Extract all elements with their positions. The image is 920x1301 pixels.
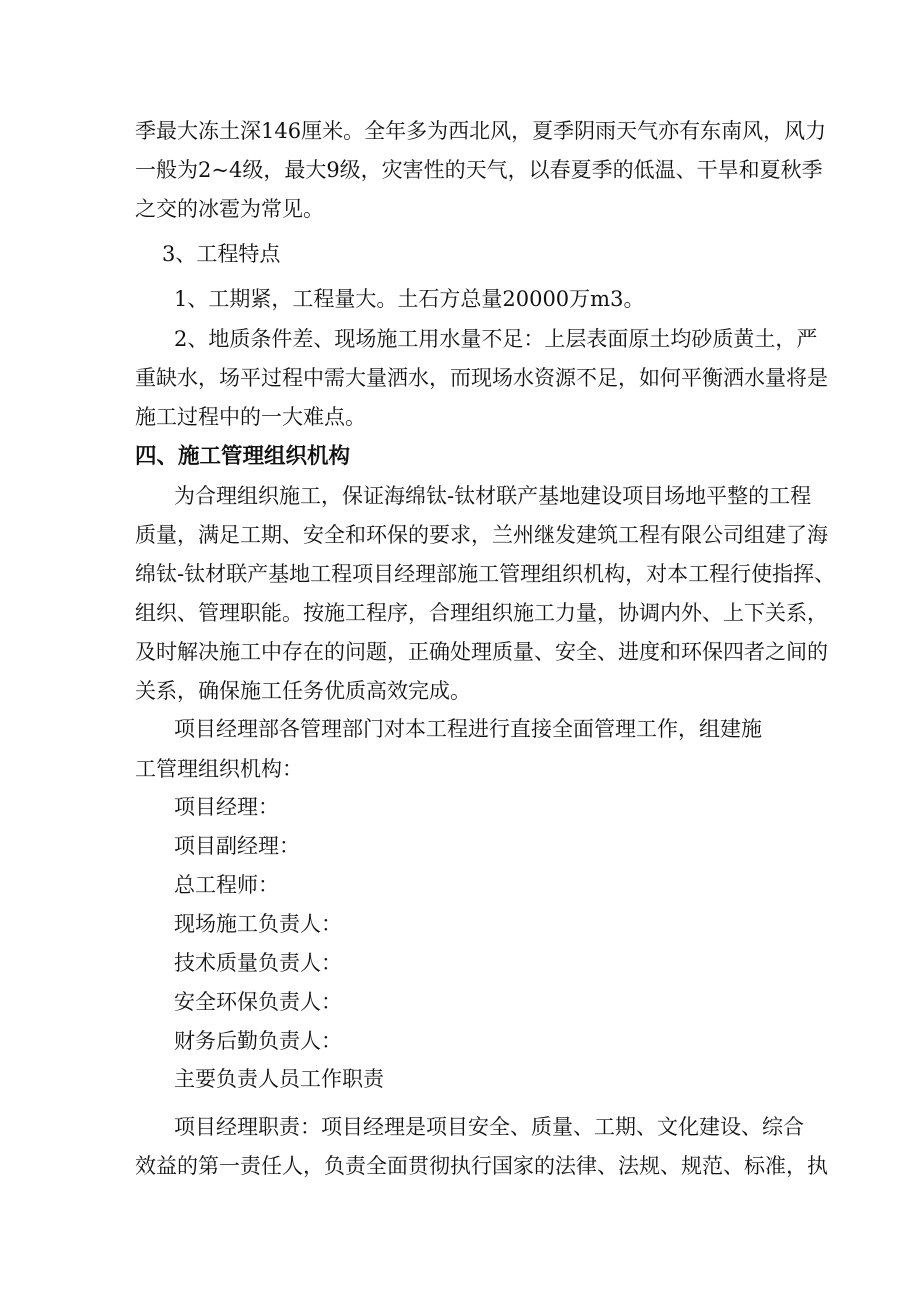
role-safety-env: 安全环保负责人： — [174, 990, 342, 1014]
dept-line-2: 工管理组织机构： — [135, 757, 303, 781]
role-finance-logistics: 财务后勤负责人： — [174, 1029, 342, 1053]
role-tech-quality: 技术质量负责人： — [174, 951, 342, 975]
org-line-4: 组织、管理职能。按施工程序，合理组织施工力量，协调内外、上下关系， — [135, 601, 828, 625]
section3-heading: 3、工程特点 — [162, 242, 281, 266]
feature-1: 1、工期紧，工程量大。土石方总量20000万m3。 — [174, 287, 645, 311]
org-line-5: 及时解决施工中存在的问题，正确处理质量、安全、进度和环保四者之间的 — [135, 640, 828, 664]
org-line-2: 质量，满足工期、安全和环保的要求，兰州继发建筑工程有限公司组建了海 — [135, 523, 828, 547]
dept-line-1: 项目经理部各管理部门对本工程进行直接全面管理工作，组建施 — [174, 717, 762, 741]
feature-2-line-2: 重缺水，场平过程中需大量洒水，而现场水资源不足，如何平衡洒水量将是 — [135, 366, 828, 390]
role-chief-engineer: 总工程师： — [174, 873, 279, 897]
feature-2-line-3: 施工过程中的一大难点。 — [135, 405, 366, 429]
pm-duty-line-2: 效益的第一责任人，负责全面贯彻执行国家的法律、法规、规范、标准，执 — [135, 1154, 828, 1178]
duties-heading: 主要负责人员工作职责 — [174, 1067, 384, 1091]
section4-heading: 四、施工管理组织机构 — [135, 444, 351, 469]
role-deputy-manager: 项目副经理： — [174, 834, 300, 858]
role-project-manager: 项目经理： — [174, 795, 279, 819]
org-line-1: 为合理组织施工，保证海绵钛-钛材联产基地建设项目场地平整的工程 — [174, 484, 812, 508]
climate-line-1: 季最大冻土深146厘米。全年多为西北风，夏季阴雨天气亦有东南风，风力 — [135, 119, 827, 143]
pm-duty-line-1: 项目经理职责：项目经理是项目安全、质量、工期、文化建设、综合 — [174, 1115, 804, 1139]
climate-line-3: 之交的冰雹为常见。 — [135, 197, 324, 221]
org-line-3: 绵钛-钛材联产基地工程项目经理部施工管理组织机构，对本工程行使指挥、 — [135, 562, 836, 586]
org-line-6: 关系，确保施工任务优质高效完成。 — [135, 679, 471, 703]
feature-2-line-1: 2、地质条件差、现场施工用水量不足：上层表面原土均砂质黄土，严 — [174, 327, 818, 351]
role-site-construction: 现场施工负责人： — [174, 912, 342, 936]
climate-line-2: 一般为2~4级，最大9级，灾害性的天气，以春夏季的低温、干旱和夏秋季 — [135, 158, 823, 182]
